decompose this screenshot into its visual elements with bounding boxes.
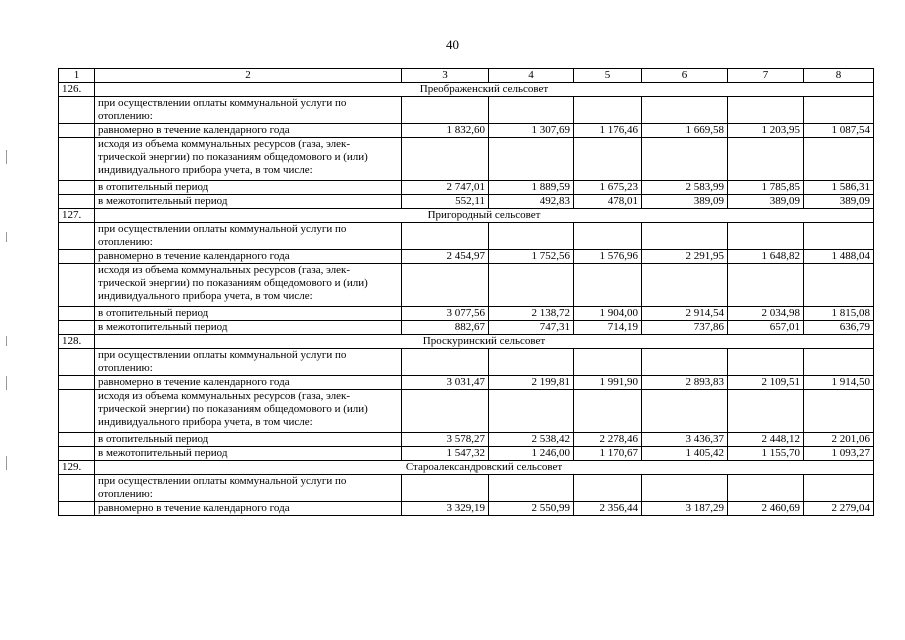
value-cell [402, 223, 489, 250]
value-cell: 1 586,31 [804, 181, 874, 195]
value-cell [402, 349, 489, 376]
row-label: исходя из объема коммунальных ресурсов (газа, элек-трической энергии) по показаниям общедомового и (или) индивидуального прибора учета, в том числе: [95, 138, 402, 181]
table-row [59, 475, 874, 502]
margin-mark [6, 150, 7, 164]
margin-mark [6, 376, 7, 390]
value-cell [642, 349, 728, 376]
value-cell: 1 889,59 [489, 181, 574, 195]
value-cell: 714,19 [574, 321, 642, 335]
table-row [59, 223, 874, 250]
value-cell [804, 264, 874, 307]
empty-cell [59, 447, 95, 461]
value-cell: 1 752,56 [489, 250, 574, 264]
section-header-row [59, 209, 874, 223]
value-cell: 1 488,04 [804, 250, 874, 264]
row-label: исходя из объема коммунальных ресурсов (газа, элек-трической энергии) по показаниям общедомового и (или) индивидуального прибора учета, в том числе: [95, 264, 402, 307]
value-cell: 2 893,83 [642, 376, 728, 390]
value-cell: 1 087,54 [804, 124, 874, 138]
value-cell: 2 034,98 [728, 307, 804, 321]
empty-cell [59, 349, 95, 376]
value-cell: 2 278,46 [574, 433, 642, 447]
value-cell: 1 785,85 [728, 181, 804, 195]
row-label: при осуществлении оплаты коммунальной услуги по отоплению: [95, 475, 402, 502]
section-header-row [59, 461, 874, 475]
empty-cell [59, 390, 95, 433]
empty-cell [59, 321, 95, 335]
value-cell: 1 093,27 [804, 447, 874, 461]
column-header: 7 [728, 69, 804, 83]
section-name: Пригородный сельсовет [95, 209, 874, 223]
row-label: при осуществлении оплаты коммунальной услуги по отоплению: [95, 223, 402, 250]
value-cell: 389,09 [804, 195, 874, 209]
value-cell [642, 138, 728, 181]
empty-cell [59, 181, 95, 195]
value-cell [574, 138, 642, 181]
value-cell [642, 97, 728, 124]
table-row [59, 307, 874, 321]
value-cell: 657,01 [728, 321, 804, 335]
margin-mark [6, 336, 7, 346]
row-label: при осуществлении оплаты коммунальной услуги по отоплению: [95, 349, 402, 376]
value-cell: 2 583,99 [642, 181, 728, 195]
empty-cell [59, 250, 95, 264]
empty-cell [59, 307, 95, 321]
section-number: 129. [59, 461, 95, 475]
value-cell [574, 475, 642, 502]
row-label: равномерно в течение календарного года [95, 376, 402, 390]
table-row [59, 250, 874, 264]
value-cell: 478,01 [574, 195, 642, 209]
value-cell: 2 460,69 [728, 502, 804, 516]
value-cell: 1 176,46 [574, 124, 642, 138]
value-cell: 2 538,42 [489, 433, 574, 447]
value-cell [804, 97, 874, 124]
value-cell: 1 914,50 [804, 376, 874, 390]
empty-cell [59, 195, 95, 209]
table-row [59, 502, 874, 516]
value-cell: 389,09 [728, 195, 804, 209]
section-number: 126. [59, 83, 95, 97]
value-cell [489, 475, 574, 502]
value-cell [402, 390, 489, 433]
empty-cell [59, 502, 95, 516]
table-row [59, 124, 874, 138]
value-cell [489, 349, 574, 376]
value-cell [402, 97, 489, 124]
value-cell: 492,83 [489, 195, 574, 209]
value-cell: 552,11 [402, 195, 489, 209]
value-cell: 2 201,06 [804, 433, 874, 447]
value-cell [728, 138, 804, 181]
value-cell [574, 390, 642, 433]
column-header: 4 [489, 69, 574, 83]
value-cell: 2 914,54 [642, 307, 728, 321]
value-cell: 636,79 [804, 321, 874, 335]
value-cell [728, 223, 804, 250]
empty-cell [59, 433, 95, 447]
value-cell: 1 155,70 [728, 447, 804, 461]
value-cell [402, 264, 489, 307]
value-cell: 1 576,96 [574, 250, 642, 264]
column-header: 2 [95, 69, 402, 83]
tariff-table [58, 68, 874, 516]
value-cell: 3 436,37 [642, 433, 728, 447]
page-number: 40 [446, 37, 459, 52]
table-row [59, 264, 874, 307]
empty-cell [59, 264, 95, 307]
value-cell: 2 747,01 [402, 181, 489, 195]
value-cell: 3 578,27 [402, 433, 489, 447]
row-label: исходя из объема коммунальных ресурсов (газа, элек-трической энергии) по показаниям общедомового и (или) индивидуального прибора учета, в том числе: [95, 390, 402, 433]
value-cell: 882,67 [402, 321, 489, 335]
value-cell: 3 031,47 [402, 376, 489, 390]
empty-cell [59, 223, 95, 250]
column-header: 5 [574, 69, 642, 83]
margin-mark [6, 232, 7, 242]
value-cell [804, 349, 874, 376]
value-cell [728, 97, 804, 124]
value-cell: 3 187,29 [642, 502, 728, 516]
table-body [59, 69, 874, 516]
section-number: 127. [59, 209, 95, 223]
value-cell: 1 307,69 [489, 124, 574, 138]
value-cell: 1 832,60 [402, 124, 489, 138]
table-row [59, 447, 874, 461]
section-number: 128. [59, 335, 95, 349]
value-cell: 2 279,04 [804, 502, 874, 516]
empty-cell [59, 475, 95, 502]
row-label: равномерно в течение календарного года [95, 250, 402, 264]
value-cell: 2 199,81 [489, 376, 574, 390]
value-cell: 2 356,44 [574, 502, 642, 516]
value-cell [804, 138, 874, 181]
value-cell: 1 815,08 [804, 307, 874, 321]
value-cell [728, 390, 804, 433]
table-row [59, 349, 874, 376]
value-cell [574, 349, 642, 376]
row-label: в отопительный период [95, 433, 402, 447]
section-header-row [59, 83, 874, 97]
value-cell: 1 405,42 [642, 447, 728, 461]
table-row [59, 97, 874, 124]
value-cell: 2 109,51 [728, 376, 804, 390]
table-row [59, 195, 874, 209]
value-cell: 3 329,19 [402, 502, 489, 516]
row-label: в межотопительный период [95, 447, 402, 461]
value-cell: 1 991,90 [574, 376, 642, 390]
empty-cell [59, 376, 95, 390]
value-cell [642, 475, 728, 502]
table-row [59, 376, 874, 390]
value-cell: 1 669,58 [642, 124, 728, 138]
section-header-row [59, 335, 874, 349]
row-label: в отопительный период [95, 307, 402, 321]
value-cell: 1 246,00 [489, 447, 574, 461]
row-label: равномерно в течение календарного года [95, 502, 402, 516]
section-name: Преображенский сельсовет [95, 83, 874, 97]
value-cell: 2 550,99 [489, 502, 574, 516]
column-header: 3 [402, 69, 489, 83]
margin-mark [6, 456, 7, 470]
row-label: равномерно в течение календарного года [95, 124, 402, 138]
value-cell: 389,09 [642, 195, 728, 209]
value-cell: 1 203,95 [728, 124, 804, 138]
column-header: 6 [642, 69, 728, 83]
column-header: 1 [59, 69, 95, 83]
row-label: в отопительный период [95, 181, 402, 195]
value-cell: 1 648,82 [728, 250, 804, 264]
value-cell [642, 390, 728, 433]
empty-cell [59, 97, 95, 124]
value-cell: 2 448,12 [728, 433, 804, 447]
value-cell [402, 475, 489, 502]
value-cell: 1 547,32 [402, 447, 489, 461]
table-row [59, 181, 874, 195]
value-cell [489, 97, 574, 124]
value-cell: 3 077,56 [402, 307, 489, 321]
value-cell [489, 264, 574, 307]
section-name: Староалександровский сельсовет [95, 461, 874, 475]
value-cell [804, 475, 874, 502]
table-row [59, 138, 874, 181]
value-cell: 1 904,00 [574, 307, 642, 321]
column-header: 8 [804, 69, 874, 83]
value-cell: 737,86 [642, 321, 728, 335]
empty-cell [59, 138, 95, 181]
value-cell: 2 291,95 [642, 250, 728, 264]
value-cell [574, 264, 642, 307]
value-cell [804, 223, 874, 250]
value-cell [642, 223, 728, 250]
table-row [59, 433, 874, 447]
value-cell [804, 390, 874, 433]
value-cell [489, 390, 574, 433]
section-name: Проскуринский сельсовет [95, 335, 874, 349]
value-cell [489, 138, 574, 181]
row-label: при осуществлении оплаты коммунальной услуги по отоплению: [95, 97, 402, 124]
value-cell: 1 675,23 [574, 181, 642, 195]
value-cell [728, 264, 804, 307]
value-cell [728, 349, 804, 376]
value-cell [489, 223, 574, 250]
value-cell [574, 97, 642, 124]
value-cell [402, 138, 489, 181]
table-row [59, 390, 874, 433]
table-row [59, 321, 874, 335]
empty-cell [59, 124, 95, 138]
value-cell: 2 138,72 [489, 307, 574, 321]
value-cell: 1 170,67 [574, 447, 642, 461]
value-cell [728, 475, 804, 502]
value-cell [574, 223, 642, 250]
value-cell: 747,31 [489, 321, 574, 335]
row-label: в межотопительный период [95, 195, 402, 209]
header-row [59, 69, 874, 83]
value-cell: 2 454,97 [402, 250, 489, 264]
row-label: в межотопительный период [95, 321, 402, 335]
value-cell [642, 264, 728, 307]
